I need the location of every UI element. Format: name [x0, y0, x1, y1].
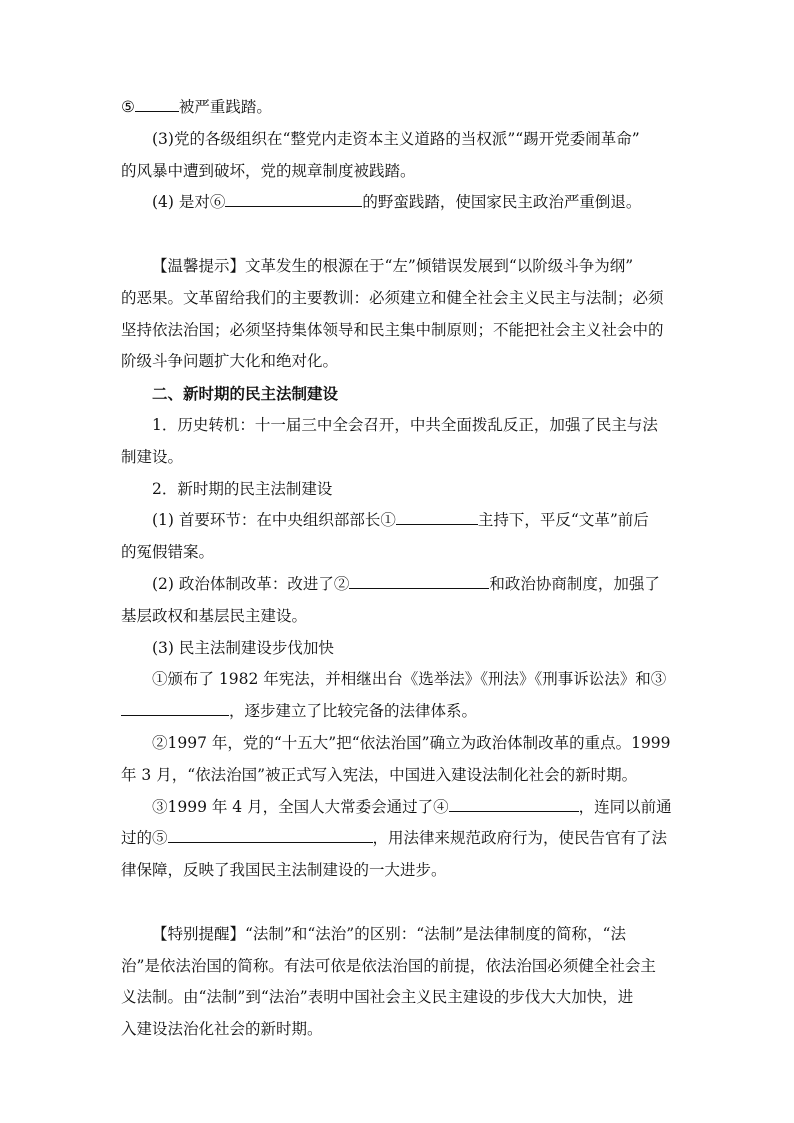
section-heading: 二、新时期的民主法制建设	[152, 384, 339, 404]
c3-line-2	[121, 823, 677, 855]
c3-line-3: 律保障，反映了我国民主法制建设的一大进步。	[121, 861, 447, 880]
item-5-prefix: ⑤	[121, 98, 135, 116]
sub3-line: (3) 民主法制建设步伐加快	[152, 638, 334, 657]
c1-line-2-suffix: ，逐步建立了比较完备的法律体系。	[229, 702, 478, 721]
item-4-line	[121, 187, 677, 219]
item-5-line	[121, 92, 677, 124]
fill-blank-4[interactable]	[449, 794, 579, 812]
spacer	[121, 219, 677, 251]
sub2-suffix: 和政治协商制度，加强了	[489, 574, 660, 593]
special-line-1: 【特别提醒】“法制”和“法治”的区别：“法制”是法律制度的简称，“法	[152, 924, 626, 943]
p2-line: 2．新时期的民主法制建设	[152, 479, 333, 498]
fill-blank-5b[interactable]	[168, 825, 373, 843]
fill-blank-5[interactable]	[135, 94, 179, 112]
c3-line-2-prefix: 过的⑤	[121, 829, 168, 848]
sub1-prefix: (1) 首要环节：在中央组织部部长①	[152, 511, 396, 530]
c3-line-1-suffix: ，连同以前通	[578, 797, 672, 816]
c2-line-1: ②1997 年，党的“十五大”把“依法治国”确立为政治体制改革的重点。1999	[152, 733, 671, 752]
c3-line-2-suffix: ，用法律来规范政府行为，使民告官有了法	[372, 829, 668, 848]
item-4-prefix: (4) 是对⑥	[152, 193, 226, 212]
fill-blank-3[interactable]	[121, 698, 229, 716]
sub2-line-2: 基层政权和基层民主建设。	[121, 606, 308, 625]
fill-blank-1[interactable]	[396, 507, 478, 525]
special-line-3: 义法制。由“法制”到“法治”表明中国社会主义民主建设的步伐大大加快，进	[121, 988, 634, 1007]
fill-blank-6[interactable]	[225, 189, 362, 207]
p1-line-1: 1．历史转机：十一届三中全会召开，中共全面拨乱反正，加强了民主与法	[152, 415, 658, 434]
document-page	[121, 92, 677, 1046]
tip-line-2: 的恶果。文革留给我们的主要教训：必须建立和健全社会主义民主与法制；必须	[121, 288, 664, 307]
c1-line-1: ①颁布了 1982 年宪法，并相继出台《选举法》《刑法》《刑事诉讼法》和③	[152, 670, 667, 689]
tip-line-3: 坚持依法治国；必须坚持集体领导和民主集中制原则；不能把社会主义社会中的	[121, 320, 664, 339]
c3-line-1	[121, 792, 677, 824]
sub2-line-1	[121, 569, 677, 601]
item-4-suffix: 的野蛮践踏，使国家民主政治严重倒退。	[362, 193, 642, 212]
spacer	[121, 887, 677, 919]
tip-line-4: 阶级斗争问题扩大化和绝对化。	[121, 352, 339, 371]
item-5-suffix: 被严重践踏。	[178, 98, 272, 116]
sub1-line-1	[121, 505, 677, 537]
sub1-line-2: 的冤假错案。	[121, 543, 215, 562]
c2-line-2: 年 3 月，“依法治国”被正式写入宪法，中国进入建设法制化社会的新时期。	[121, 765, 638, 784]
tip-line-1: 【温馨提示】文革发生的根源在于“左”倾错误发展到“以阶级斗争为纲”	[152, 256, 634, 275]
p1-line-2: 制建设。	[121, 447, 184, 466]
c3-line-1-prefix: ③1999 年 4 月，全国人大常委会通过了④	[152, 797, 449, 816]
fill-blank-2[interactable]	[349, 571, 489, 589]
special-line-2: 治”是依法治国的简称。有法可依是依法治国的前提，依法治国必须健全社会主	[121, 956, 656, 975]
sub2-prefix: (2) 政治体制改革：改进了②	[152, 574, 350, 593]
sub1-suffix: 主持下，平反“文革”前后	[477, 511, 649, 530]
item-3-line-1: (3)党的各级组织在“整党内走资本主义道路的当权派”“踢开党委闹革命”	[152, 129, 640, 148]
c1-line-2	[121, 696, 677, 728]
item-3-line-2: 的风暴中遭到破坏，党的规章制度被践踏。	[121, 161, 416, 180]
special-line-4: 入建设法治化社会的新时期。	[121, 1020, 323, 1039]
